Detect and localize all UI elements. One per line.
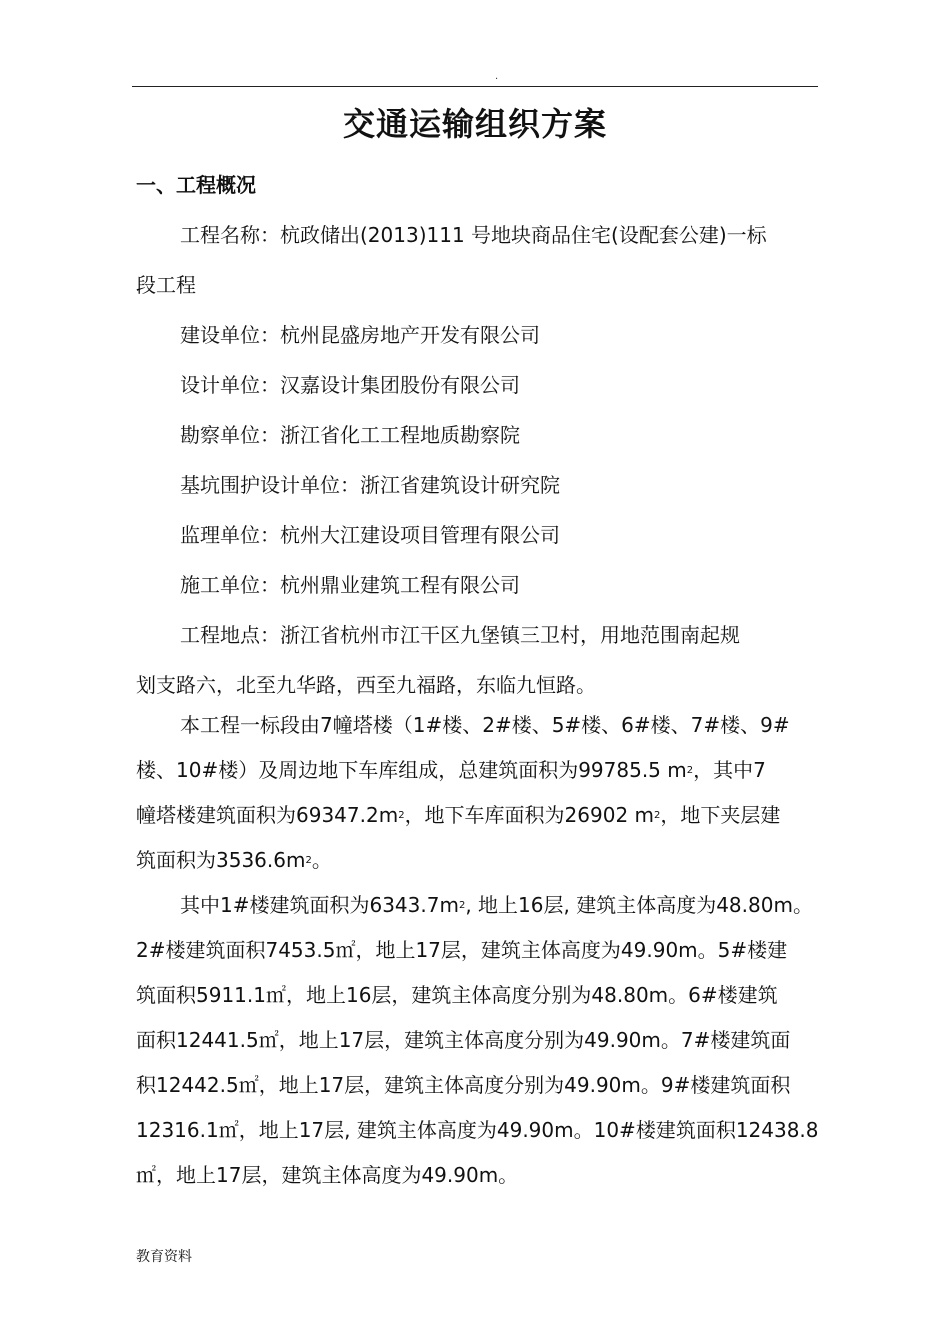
paragraph-line: 划支路六，北至九华路，西至九福路，东临九恒路。 xyxy=(136,673,596,697)
line-text: ，其中7 xyxy=(693,758,766,782)
document-title: 交通运输组织方案 xyxy=(342,105,607,143)
superscript-2: 2 xyxy=(398,810,405,821)
paragraph-line: 监理单位：杭州大江建设项目管理有限公司 xyxy=(180,523,560,547)
line-text: 幢塔楼建筑面积为69347.2m xyxy=(136,803,399,827)
superscript-2: 2 xyxy=(686,765,694,776)
paragraph-line: ㎡，地上17层，建筑主体高度为49.90m。 xyxy=(136,1163,519,1187)
paragraph-line xyxy=(180,890,870,921)
paragraph-line: 建设单位：杭州昆盛房地产开发有限公司 xyxy=(180,323,540,347)
line-text: 其中1#楼建筑面积为6343.7m xyxy=(180,893,459,917)
line-text: 。 xyxy=(311,848,332,872)
line-text: 楼、10#楼）及周边地下车库组成，总建筑面积为99785.5 m xyxy=(136,758,687,782)
header-dot: . xyxy=(495,71,499,82)
section-heading: 一、工程概况 xyxy=(136,173,256,197)
paragraph-line: 设计单位：汉嘉设计集团股份有限公司 xyxy=(180,373,520,397)
paragraph-line: 12316.1㎡，地上17层, 建筑主体高度为49.90m。10#楼建筑面积12438.8 xyxy=(136,1118,819,1142)
line-text: 筑面积为3536.6m xyxy=(136,848,306,872)
line-text: ，地下夹层建 xyxy=(660,803,781,827)
paragraph-line: 筑面积5911.1㎡，地上16层，建筑主体高度分别为48.80m。6#楼建筑 xyxy=(136,983,778,1007)
superscript-2: 2 xyxy=(458,900,466,911)
paragraph-line: 本工程一标段由7幢塔楼（1#楼、2#楼、5#楼、6#楼、7#楼、9# xyxy=(180,713,790,737)
paragraph-line xyxy=(136,800,826,831)
paragraph-line: 2#楼建筑面积7453.5㎡，地上17层，建筑主体高度为49.90m。5#楼建 xyxy=(136,938,788,962)
paragraph-line: 基坑围护设计单位：浙江省建筑设计研究院 xyxy=(180,473,560,497)
paragraph-line xyxy=(136,845,826,876)
paragraph-line: 面积12441.5㎡，地上17层，建筑主体高度分别为49.90m。7#楼建筑面 xyxy=(136,1028,791,1052)
paragraph-line: 施工单位：杭州鼎业建筑工程有限公司 xyxy=(180,573,520,597)
paragraph-line: 勘察单位：浙江省化工工程地质勘察院 xyxy=(180,423,520,447)
paragraph-line: 段工程 xyxy=(136,273,196,297)
superscript-2: 2 xyxy=(305,855,312,866)
paragraph-line: 工程地点：浙江省杭州市江干区九堡镇三卫村，用地范围南起规 xyxy=(180,623,740,647)
paragraph-line: 工程名称：杭政储出(2013)111 号地块商品住宅(设配套公建)一标 xyxy=(180,223,767,247)
footer-label: 教育资料 xyxy=(136,1249,192,1265)
superscript-2: 2 xyxy=(654,810,661,821)
paragraph-line xyxy=(136,755,826,786)
paragraph-line: 积12442.5㎡，地上17层，建筑主体高度分别为49.90m。9#楼建筑面积 xyxy=(136,1073,791,1097)
line-text: , 地上16层, 建筑主体高度为48.80m。 xyxy=(465,893,813,917)
header-rule xyxy=(132,86,818,87)
line-text: ，地下车库面积为26902 m xyxy=(404,803,655,827)
